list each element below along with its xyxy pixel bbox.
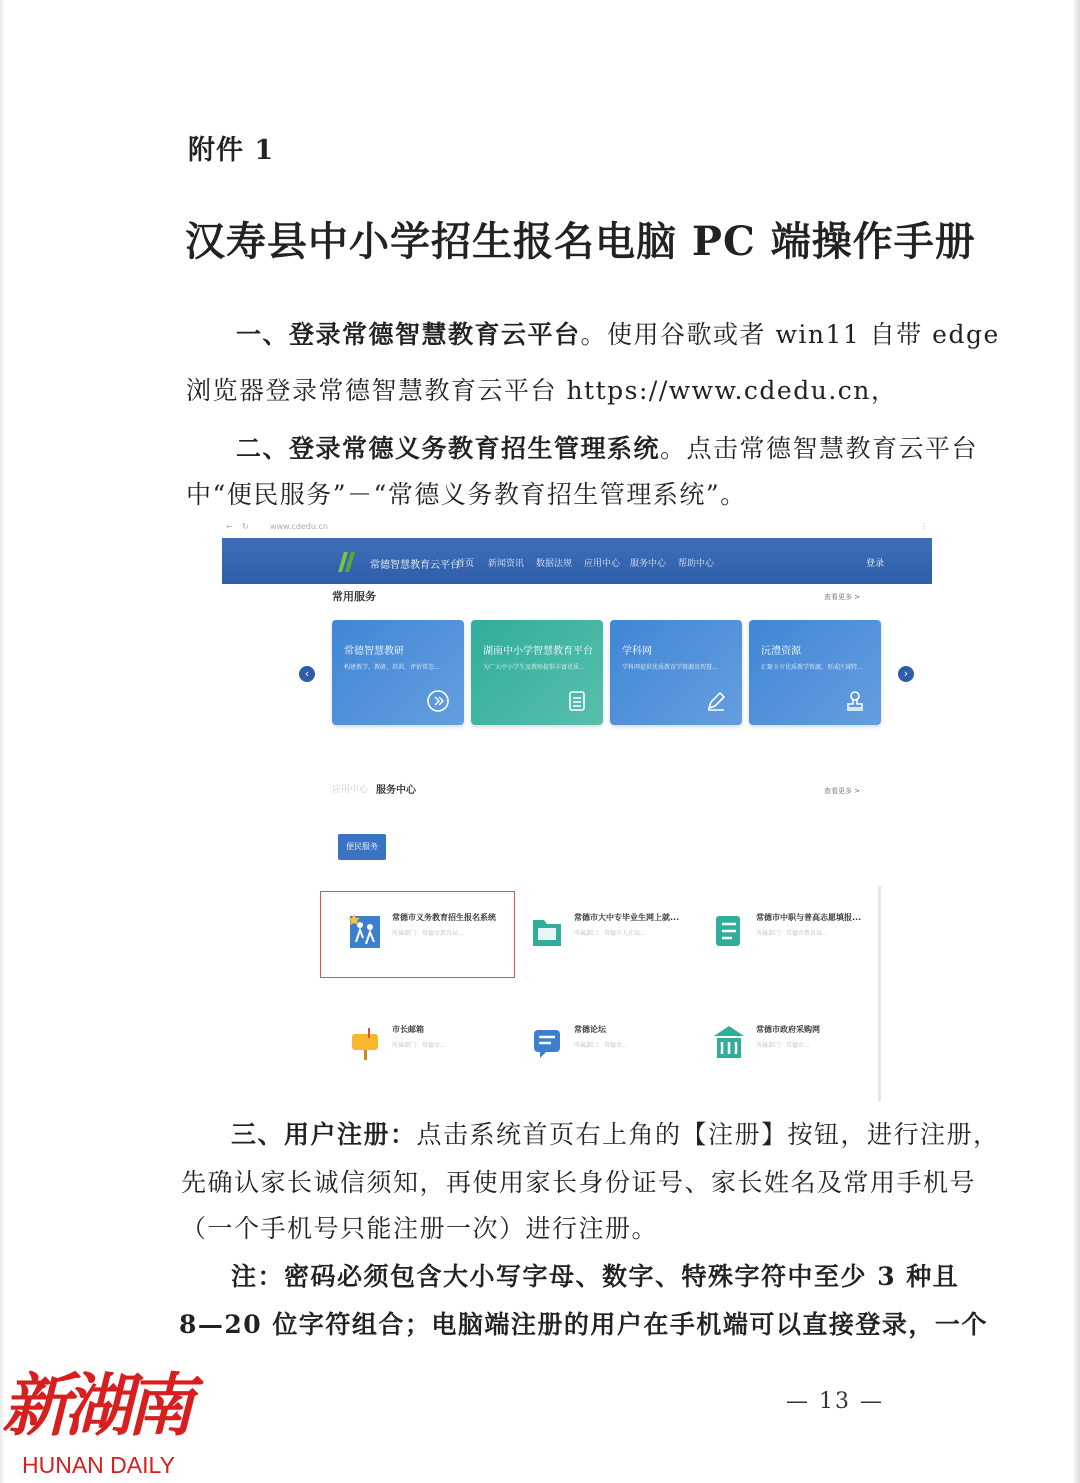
nav-item-regulations[interactable]: 数据法规 <box>536 559 573 569</box>
card-title: 学科网 <box>622 646 652 657</box>
section-1-text: 。使用谷歌或者 win11 自带 edge <box>580 320 1000 349</box>
section-3-line-2: 先确认家长诚信须知，再使用家长身份证号、家长姓名及常用手机号 <box>181 1168 977 1197</box>
page-edge-left <box>0 0 4 1483</box>
site-navbar <box>222 538 932 584</box>
service-title: 常德论坛 <box>574 1025 606 1034</box>
note-line-1: 注：密码必须包含大小写字母、数字、特殊字符中至少 3 种且 <box>231 1262 960 1291</box>
login-link[interactable]: 登录 <box>865 559 884 569</box>
document-title: 汉寿县中小学招生报名电脑 PC 端操作手册 <box>185 218 976 265</box>
section-2-line-1 <box>186 434 978 464</box>
government-building-icon <box>712 1024 746 1062</box>
service-card-research[interactable] <box>332 620 464 725</box>
service-card-zxxk[interactable] <box>610 620 742 725</box>
note-line-2: 8—20 位字符组合；电脑端注册的用户在手机端可以直接登录，一个 <box>179 1310 988 1339</box>
section-3-text: 点击系统首页右上角的【注册】按钮，进行注册， <box>416 1120 1000 1149</box>
service-title: 常德市政府采购网 <box>756 1025 820 1034</box>
service-changde-forum[interactable] <box>512 1006 692 1076</box>
service-desc: 所属部门：常德市教育局... <box>756 930 828 937</box>
forward-circle-icon <box>426 689 450 713</box>
forum-icon <box>530 1024 564 1062</box>
mailbox-icon <box>348 1024 382 1062</box>
attachment-label: 附件 1 <box>188 135 275 166</box>
service-high-school-application[interactable] <box>694 894 874 964</box>
carousel-next-icon[interactable]: › <box>898 666 914 682</box>
watermark-logo-cn: 新湖南 <box>2 1366 189 1446</box>
pencil-icon <box>704 689 728 713</box>
service-desc: 所属部门：常德市... <box>392 1042 446 1049</box>
common-services-title: 常用服务 <box>332 590 376 603</box>
card-subtitle: 构建教学、教研、培训、评价常态... <box>344 664 440 671</box>
service-desc: 所属部门：常德市... <box>574 1042 628 1049</box>
service-desc: 所属部门：常德市人社局... <box>574 930 646 937</box>
nav-item-apps[interactable]: 应用中心 <box>584 559 621 569</box>
nav-item-help[interactable]: 帮助中心 <box>678 559 715 569</box>
nav-item-news[interactable]: 新闻资讯 <box>488 559 525 569</box>
tab-app-center[interactable]: 应用中心 <box>332 785 369 795</box>
card-title: 常德智慧教研 <box>344 646 404 657</box>
refresh-icon: ↻ <box>242 522 249 531</box>
stamp-icon <box>843 689 867 713</box>
website-screenshot <box>220 516 936 1106</box>
watermark-logo-en: HUNAN DAILY <box>22 1452 175 1478</box>
service-title: 常德市义务教育招生报名系统 <box>392 913 496 922</box>
service-desc: 所属部门：常德市教育局... <box>392 930 464 937</box>
service-desc: 所属部门：常德市... <box>756 1042 810 1049</box>
nav-item-services[interactable]: 服务中心 <box>630 559 667 569</box>
scrollbar[interactable] <box>878 886 881 1101</box>
section-2-text: 。点击常德智慧教育云平台 <box>660 434 979 463</box>
site-logo-icon <box>334 548 360 574</box>
section-2-line-2: 中“便民服务”－“常德义务教育招生管理系统”。 <box>186 480 747 509</box>
service-title: 常德市中职与普高志愿填报... <box>756 913 862 922</box>
browser-url-bar <box>220 516 936 538</box>
service-card-hunan-platform[interactable] <box>471 620 603 725</box>
section-1-line-2: 浏览器登录常德智慧教育云平台 https://www.cdedu.cn， <box>186 376 898 405</box>
service-government-procurement[interactable] <box>694 1006 874 1076</box>
document-icon <box>565 689 589 713</box>
view-more-link[interactable]: 查看更多 > <box>824 593 861 601</box>
section-3-line-3: （一个手机号只能注册一次）进行注册。 <box>181 1214 659 1243</box>
site-brand: 常德智慧教育云平台 <box>370 560 460 571</box>
carousel-prev-icon[interactable]: ‹ <box>299 666 315 682</box>
service-title: 常德市大中专毕业生网上就... <box>574 913 680 922</box>
card-title: 沅澧资源 <box>761 646 801 657</box>
page-number: — 13 — <box>786 1389 884 1414</box>
form-icon <box>712 912 746 950</box>
section-3-heading: 三、用户注册： <box>231 1120 417 1149</box>
card-subtitle: 为广大中小学生及教师提供丰富优质... <box>483 664 585 671</box>
service-card-yuanli-resources[interactable] <box>749 620 881 725</box>
section-1-heading: 一、登录常德智慧教育云平台 <box>236 320 581 349</box>
menu-icon: ⋮ <box>920 522 928 531</box>
service-graduate-employment[interactable] <box>512 894 692 964</box>
page-edge-right <box>1074 0 1080 1483</box>
tab-service-center[interactable]: 服务中心 <box>376 785 416 796</box>
view-more-link-2[interactable]: 查看更多 > <box>824 787 861 795</box>
section-3-line-1 <box>181 1120 1000 1150</box>
back-icon: ← <box>226 522 233 531</box>
url-text: www.cdedu.cn <box>270 522 328 531</box>
children-enrollment-icon <box>348 912 382 950</box>
service-enrollment-system[interactable] <box>330 894 510 964</box>
section-2-heading: 二、登录常德义务教育招生管理系统 <box>236 434 661 463</box>
nav-item-home[interactable]: 首页 <box>456 559 475 569</box>
card-title: 湖南中小学智慧教育平台 <box>483 646 593 657</box>
section-1-line-1 <box>186 320 1000 350</box>
service-mayor-mailbox[interactable] <box>330 1006 510 1076</box>
service-title: 市长邮箱 <box>392 1025 424 1034</box>
card-subtitle: 汇聚全市优质教学资源，形成区域特... <box>761 664 863 671</box>
card-subtitle: 学科网提供优质教育学资源及智慧... <box>622 664 718 671</box>
folder-icon <box>530 912 564 950</box>
convenience-services-button[interactable]: 便民服务 <box>338 834 386 860</box>
